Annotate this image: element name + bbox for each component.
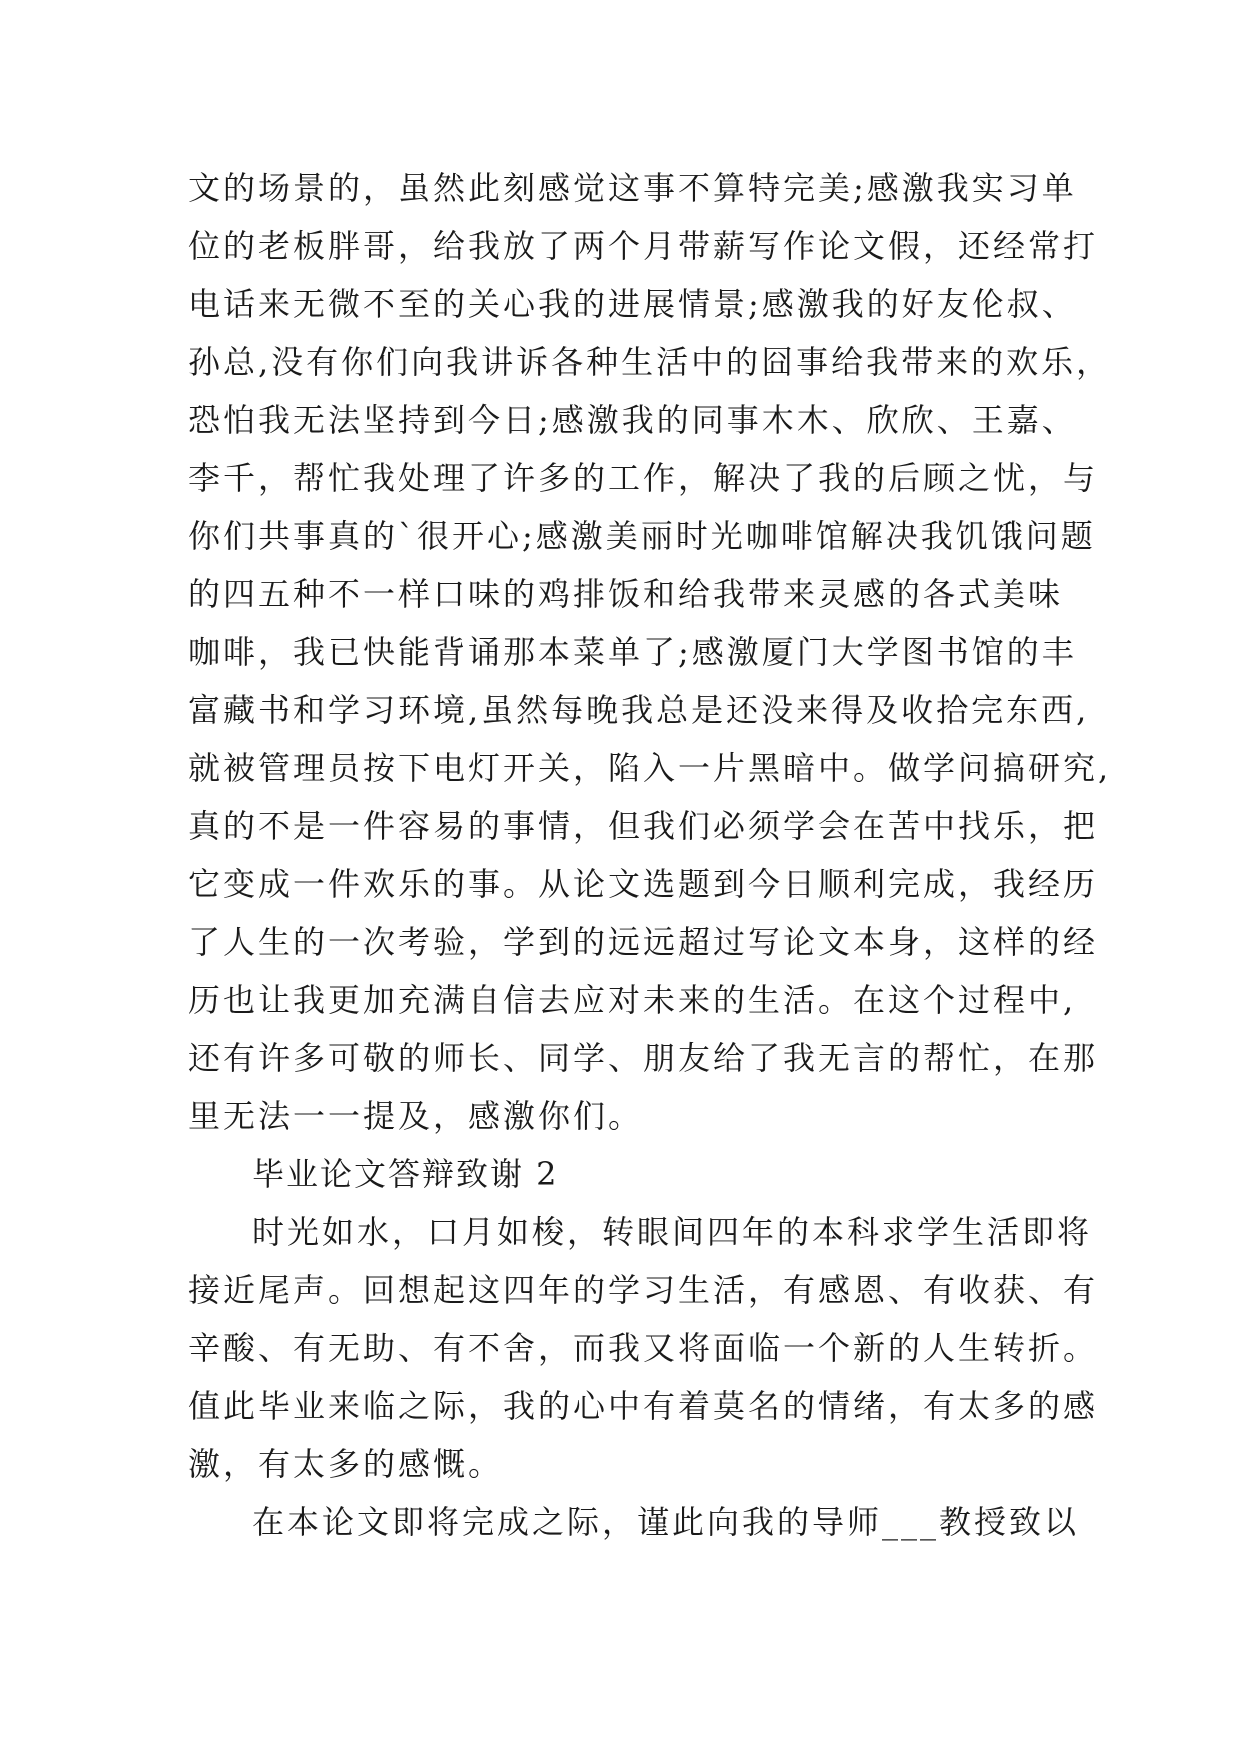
text-line: 就被管理员按下电灯开关，陷入一片黑暗中。做学问搞研究,: [188, 749, 1112, 787]
text-line: 电话来无微不至的关心我的进展情景;感激我的好友伦叔、: [188, 285, 1077, 323]
text-line: 时光如水，口月如梭，转眼间四年的本科求学生活即将: [252, 1213, 1093, 1251]
text-line: 了人生的一次考验，学到的远远超过写论文本身，这样的经: [188, 923, 1099, 961]
text-line: 历也让我更加充满自信去应对未来的生活。在这个过程中,: [188, 981, 1077, 1019]
text-line: 还有许多可敬的师长、同学、朋友给了我无言的帮忙，在那: [188, 1039, 1099, 1077]
text-line: 的四五种不一样口味的鸡排饭和给我带来灵感的各式美味: [188, 575, 1064, 613]
text-line: 在本论文即将完成之际，谨此向我的导师___教授致以: [252, 1503, 1080, 1541]
text-line: 真的不是一件容易的事情，但我们必须学会在苦中找乐，把: [188, 807, 1099, 845]
text-line: 咖啡，我已快能背诵那本菜单了;感激厦门大学图书馆的丰: [188, 633, 1077, 671]
text-line: 它变成一件欢乐的事。从论文选题到今日顺利完成，我经历: [188, 865, 1099, 903]
text-line: 接近尾声。回想起这四年的学习生活，有感恩、有收获、有: [188, 1271, 1099, 1309]
text-line: 文的场景的，虽然此刻感觉这事不算特完美;感激我实习单: [188, 169, 1077, 207]
paragraph-3: [188, 1493, 1080, 1551]
section-heading: 毕业论文答辩致谢 2: [252, 1155, 559, 1193]
text-line: 富藏书和学习环境,虽然每晚我总是还没来得及收拾完东西,: [188, 691, 1090, 729]
text-line: 激，有太多的感慨。: [188, 1445, 504, 1483]
text-line: 辛酸、有无助、有不舍，而我又将面临一个新的人生转折。: [188, 1329, 1099, 1367]
text-line: 位的老板胖哥，给我放了两个月带薪写作论文假，还经常打: [188, 227, 1099, 265]
paragraph-2: [188, 1203, 1099, 1493]
text-line: 里无法一一提及，感激你们。: [188, 1097, 644, 1135]
paragraph-1: [188, 159, 1112, 1145]
text-line: 值此毕业来临之际，我的心中有着莫名的情绪，有太多的感: [188, 1387, 1099, 1425]
document-body: [188, 159, 1112, 1551]
text-line: 恐怕我无法坚持到今日;感激我的同事木木、欣欣、王嘉、: [188, 401, 1077, 439]
text-line: 孙总,没有你们向我讲诉各种生活中的囧事给我带来的欢乐，: [188, 343, 1112, 381]
text-line: 你们共事真的`很开心;感激美丽时光咖啡馆解决我饥饿问题: [188, 517, 1096, 555]
text-line: 李千，帮忙我处理了许多的工作，解决了我的后顾之忧，与: [188, 459, 1099, 497]
